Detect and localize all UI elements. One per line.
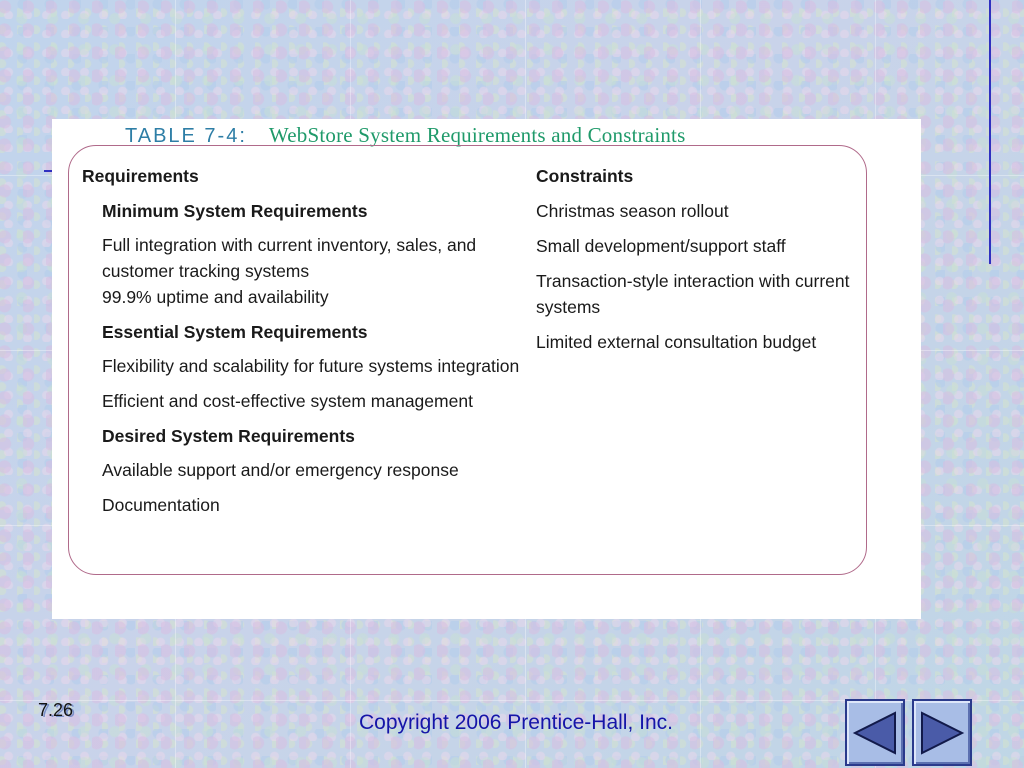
constraint-item: Christmas season rollout xyxy=(536,201,729,221)
copyright-notice: Copyright 2006 Prentice-Hall, Inc. xyxy=(359,711,673,734)
requirement-item: Flexibility and scalability for future systems integration xyxy=(102,356,520,376)
triangle-left-icon xyxy=(851,709,899,757)
requirements-column xyxy=(82,163,522,527)
previous-slide-button[interactable] xyxy=(845,699,905,766)
decorative-vertical-line xyxy=(989,0,991,264)
minimum-requirements-heading: Minimum System Requirements xyxy=(102,201,368,221)
requirement-item: Available support and/or emergency response xyxy=(102,460,459,480)
requirement-item: Full integration with current inventory, sales, and customer tracking systems xyxy=(102,235,477,281)
next-slide-button[interactable] xyxy=(912,699,972,766)
desired-requirements-heading: Desired System Requirements xyxy=(102,426,355,446)
constraints-heading: Constraints xyxy=(536,166,634,186)
requirement-item: 99.9% uptime and availability xyxy=(102,287,329,307)
constraint-item: Transaction-style interaction with current systems xyxy=(536,271,850,317)
slide-number: 7.26 xyxy=(38,700,74,720)
essential-requirements-heading: Essential System Requirements xyxy=(102,322,368,342)
requirement-item: Efficient and cost-effective system management xyxy=(102,391,473,411)
constraint-item: Small development/support staff xyxy=(536,236,786,256)
requirements-heading: Requirements xyxy=(82,166,199,186)
table-label: TABLE 7-4: xyxy=(125,125,247,147)
constraints-column xyxy=(536,163,876,364)
table-name: WebStore System Requirements and Constraints xyxy=(268,123,686,147)
requirement-item: Documentation xyxy=(102,495,220,515)
triangle-right-icon xyxy=(918,709,966,757)
constraint-item: Limited external consultation budget xyxy=(536,332,817,352)
table-figure xyxy=(52,119,921,619)
